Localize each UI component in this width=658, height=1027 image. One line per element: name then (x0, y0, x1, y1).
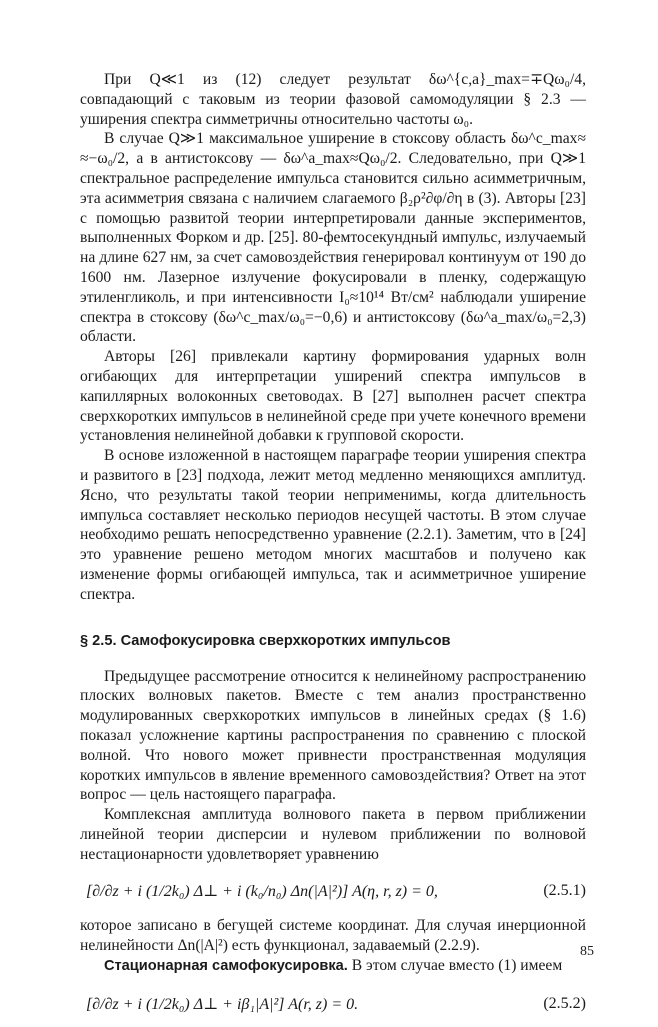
paragraph-top-4: В основе изложенной в настоящем параграфе теории уширения спектра и развитого в [23] подхода, лежит метод медленно меняющихся амплитуд. Ясно, что результаты такой теории неприменимы, когда длительность импульса составляет несколько периодов несущей частоты. В этом случае необходимо решать непосредственно уравнение (2.2.1). Заметим, что в [24] это уравнение решено методом многих масштабов и получено как изменение формы огибающей импульса, так и асимметричное уширение спектра. (80, 447, 586, 603)
equation-2-5-2 (80, 981, 586, 1027)
paragraph-top-1: При Q≪1 из (12) следует результат δω^{c,a}_max=∓Qω₀/4, совпадающий с таковым из теории фазовой самомодуляции § 2.3 — уширения спектра симметричны относительно частоты ω₀. (80, 71, 586, 128)
paragraph-top-3: Авторы [26] привлекали картину формирования ударных волн огибающих для интерпретации уширений спектра импульсов в капиллярных волоконных световодах. В [27] выполнен расчет спектра сверхкоротких импульсов в нелинейной среде при учете конечного времени установления нелинейной добавки к групповой скорости. (80, 348, 586, 445)
paragraph-after-equation: которое записано в бегущей системе координат. Для случая инерционной нелинейности Δn(|A|²) есть функционал, задаваемый (2.2.9). (80, 917, 586, 955)
equation-formula: [∂/∂z + i (1/2k₀) Δ⊥ + i (k₀/n₀) Δn(|A|²)] A(η, r, z) = 0, (86, 883, 438, 901)
equation-number: (2.5.1) (543, 882, 586, 900)
section-heading: § 2.5. Самофокусировка сверхкоротких импульсов (80, 632, 451, 649)
paragraph-runin (80, 956, 586, 977)
equation-number: (2.5.2) (543, 994, 586, 1012)
page-number: 85 (580, 944, 594, 959)
paragraph-section-2: Комплексная амплитуда волнового пакета в первом приближении линейной теории дисперсии и нулевом приближении по волновой нестационарности удовлетворяет уравнению (80, 806, 586, 863)
paragraph-section-1: Предыдущее рассмотрение относится к нелинейному распространению плоских волновых пакетов. Вместе с тем анализ пространственно модулированных сверхкоротких импульсов в линейных средах (§ 1.6) показал усложнение картины распространения по сравнению с плоской волной. Что нового может привнести пространственная модуляция коротких импульсов в явление временного самовоздействия? Ответ на этот вопрос — цель настоящего параграфа. (80, 667, 586, 804)
runin-text: В этом случае вместо (1) имеем (347, 957, 563, 975)
equation-formula: [∂/∂z + i (1/2k₀) Δ⊥ + iβ₁|A|²] A(r, z) = 0. (86, 995, 359, 1013)
paragraph-top-2: В случае Q≫1 максимальное уширение в стоксову область δω^c_max≈ ≈−ω₀/2, а в антистоксову — δω^a_max≈Qω₀/2. Следовательно, при Q≫1 спектральное распределение импульса становится сильно асимметричным, эта асимметрия связана с наличием слагаемого β₂ρ²∂φ/∂η в (3). Авторы [23] с помощью развитой теории интерпретировали данные экспериментов, выполненных Форком и др. [25]. 80-фемтосекундный импульс, излучаемый на длине 627 нм, за счет самовоздействия генерировал континуум от 190 до 1600 нм. Лазерное излучение фокусировали в пленку, содержащую этиленгликоль, и при интенсивности I₀≈10¹⁴ Вт/см² наблюдали уширение спектра в стоксову (δω^c_max/ω₀=−0,6) и антистоксову (δω^a_max/ω₀=2,3) области. (80, 130, 586, 346)
runin-heading: Стационарная самофокусировка. (104, 958, 348, 975)
equation-2-5-1 (80, 868, 586, 914)
